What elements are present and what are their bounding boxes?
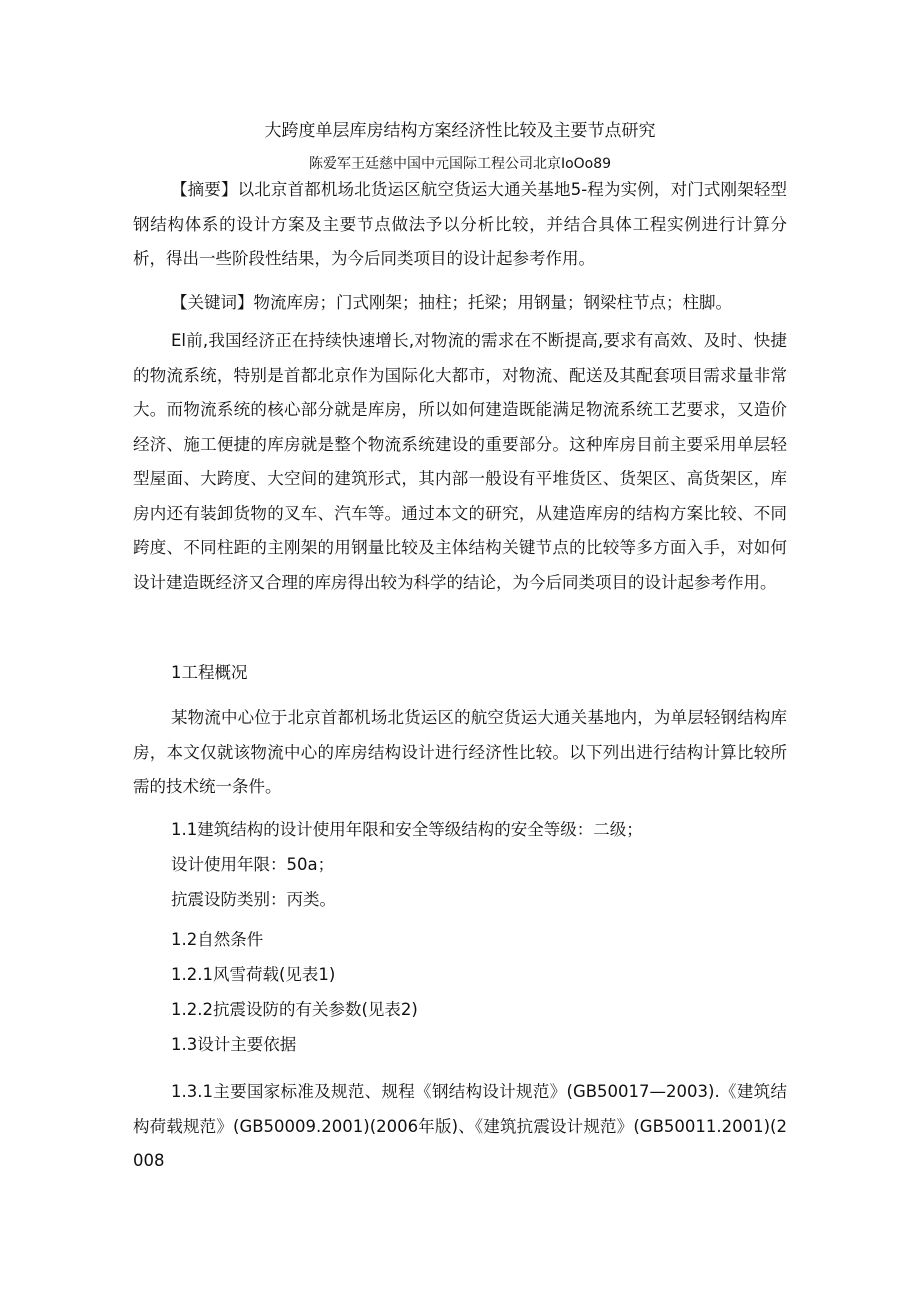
keywords-paragraph: 【关键词】物流库房；门式刚架；抽柱；托梁；用钢量；钢梁柱节点；柱脚。 xyxy=(171,293,732,312)
section-1-3-1-paragraph: 1.3.1主要国家标准及规范、规程《钢结构设计规范》(GB50017—2003).《建筑结构荷载规范》(GB50009.2001)(2006年版)、《建筑抗震设计规范》(GB50011.2001)(2008 xyxy=(133,1082,787,1170)
section-1-2-1-heading: 1.2.1风雪荷载(见表1) xyxy=(171,965,336,984)
abstract-paragraph: 【摘要】以北京首都机场北货运区航空货运大通关基地5-程为实例，对门式刚架轻型钢结构体系的设计方案及主要节点做法予以分析比较，并结合具体工程实例进行计算分析，得出一些阶段性结果，为今后同类项目的设计起参考作用。 xyxy=(133,180,787,268)
section-1-1-heading: 1.1建筑结构的设计使用年限和安全等级结构的安全等级：二级； xyxy=(171,820,643,839)
design-life-line: 设计使用年限：50a； xyxy=(171,855,335,874)
section-1-2-heading: 1.2自然条件 xyxy=(171,930,264,949)
paper-title: 大跨度单层库房结构方案经济性比较及主要节点研究 xyxy=(264,121,656,141)
section-1-3-heading: 1.3设计主要依据 xyxy=(171,1035,297,1054)
section-1-heading: 1工程概况 xyxy=(171,663,248,682)
seismic-category-line: 抗震设防类别：丙类。 xyxy=(171,890,336,909)
section-1-paragraph: 某物流中心位于北京首都机场北货运区的航空货运大通关基地内，为单层轻钢结构库房，本文仅就该物流中心的库房结构设计进行经济性比较。以下列出进行结构计算比较所需的技术统一条件。 xyxy=(133,708,787,796)
intro-paragraph: El前,我国经济正在持续快速增长,对物流的需求在不断提高,要求有高效、及时、快捷的物流系统，特别是首都北京作为国际化大都市，对物流、配送及其配套项目需求量非常大。而物流系统的核心部分就是库房，所以如何建造既能满足物流系统工艺要求，又造价经济、施工便捷的库房就是整个物流系统建设的重要部分。这种库房目前主要采用单层轻型屋面、大跨度、大空间的建筑形式，其内部一般设有平堆货区、货架区、高货架区，库房内还有装卸货物的叉车、汽车等。通过本文的研究，从建造库房的结构方案比较、不同跨度、不同柱距的主刚架的用钢量比较及主体结构关键节点的比较等多方面入手，对如何设计建造既经济又合理的库房得出较为科学的结论，为今后同类项目的设计起参考作用。 xyxy=(133,331,787,592)
section-1-2-2-heading: 1.2.2抗震设防的有关参数(见表2) xyxy=(171,1000,418,1019)
paper-authors: 陈爱军王廷慈中国中元国际工程公司北京IoOo89 xyxy=(308,156,612,172)
